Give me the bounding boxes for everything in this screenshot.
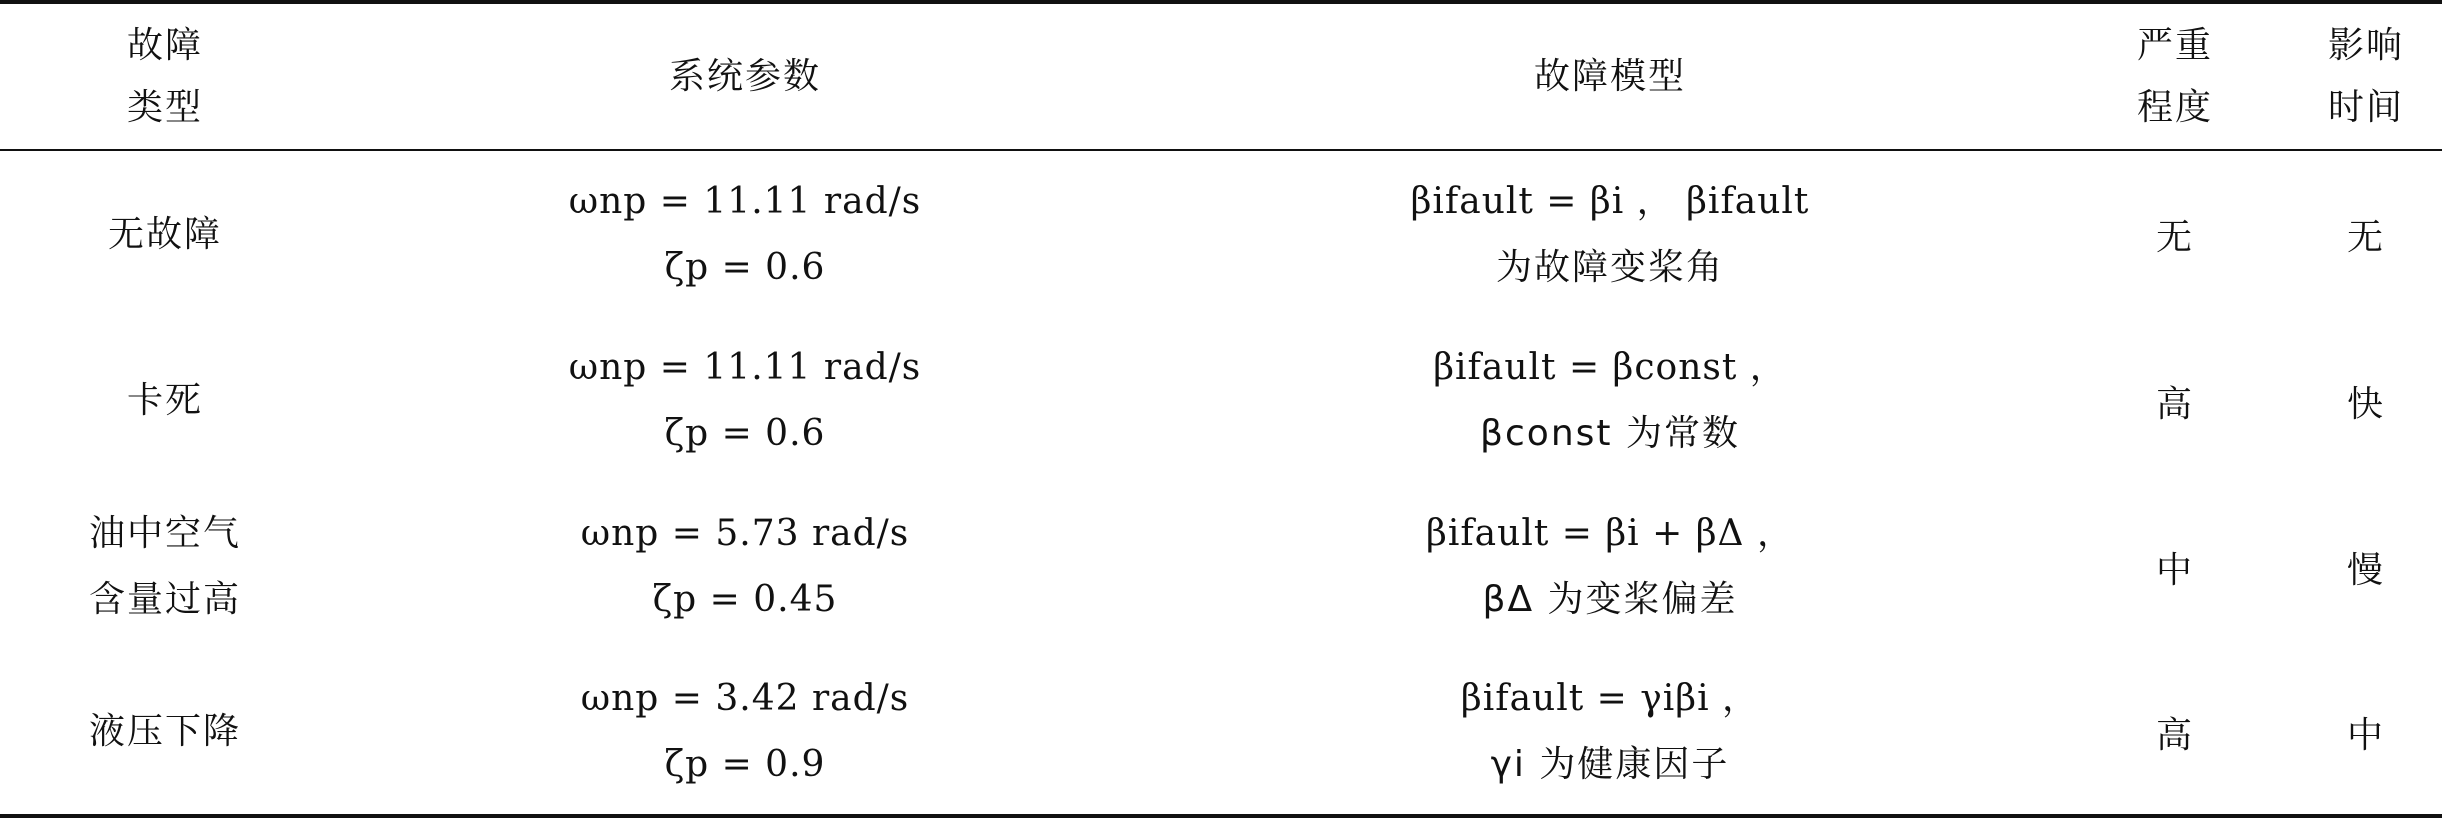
fault-type-line1: 无故障 bbox=[107, 213, 222, 255]
cell-system-params bbox=[330, 150, 1160, 318]
severity-value: 高 bbox=[2155, 714, 2194, 756]
param-omega: ωnp = 3.42 rad/s bbox=[580, 678, 910, 719]
header-row bbox=[0, 2, 2442, 150]
table-row bbox=[0, 150, 2442, 318]
model-equation: βifault = βi + βΔ ， bbox=[1426, 513, 1794, 554]
header-impact-time bbox=[2290, 2, 2442, 150]
cell-impact-time bbox=[2290, 150, 2442, 318]
cell-impact-time bbox=[2290, 318, 2442, 484]
header-impact-time-line1: 影响 bbox=[2327, 24, 2404, 66]
cell-severity bbox=[2060, 150, 2290, 318]
cell-fault-type bbox=[0, 484, 330, 650]
header-impact-time-line2: 时间 bbox=[2327, 86, 2404, 128]
table-row bbox=[0, 484, 2442, 650]
cell-fault-model bbox=[1160, 650, 2060, 816]
severity-value: 无 bbox=[2155, 217, 2194, 258]
model-description: γi 为健康因子 bbox=[1490, 744, 1730, 785]
header-fault-type-line1: 故障 bbox=[126, 24, 203, 66]
cell-severity bbox=[2060, 484, 2290, 650]
param-zeta: ζp = 0.6 bbox=[664, 413, 826, 454]
cell-fault-type bbox=[0, 650, 330, 816]
cell-fault-model bbox=[1160, 150, 2060, 318]
fault-type-line1: 油中空气 bbox=[88, 513, 241, 554]
impact-time-value: 慢 bbox=[2346, 549, 2385, 591]
model-equation: βifault = βconst ， bbox=[1433, 347, 1787, 388]
severity-value: 高 bbox=[2155, 383, 2194, 425]
model-equation: βifault = βi ， βifault bbox=[1410, 180, 1810, 222]
cell-fault-type bbox=[0, 318, 330, 484]
impact-time-value: 快 bbox=[2346, 383, 2385, 425]
cell-system-params bbox=[330, 484, 1160, 650]
header-system-params-label: 系统参数 bbox=[668, 55, 821, 97]
impact-time-value: 中 bbox=[2346, 714, 2385, 756]
header-severity bbox=[2060, 2, 2290, 150]
table-row bbox=[0, 650, 2442, 816]
cell-system-params bbox=[330, 318, 1160, 484]
impact-time-value: 无 bbox=[2346, 217, 2385, 258]
header-severity-line2: 程度 bbox=[2136, 86, 2213, 128]
table-body bbox=[0, 150, 2442, 816]
param-omega: ωnp = 11.11 rad/s bbox=[568, 347, 922, 388]
severity-value: 中 bbox=[2155, 549, 2194, 591]
fault-type-line1: 卡死 bbox=[126, 380, 203, 421]
cell-fault-model bbox=[1160, 484, 2060, 650]
cell-fault-type bbox=[0, 150, 330, 318]
header-severity-line1: 严重 bbox=[2136, 24, 2213, 66]
param-zeta: ζp = 0.45 bbox=[652, 579, 838, 620]
cell-fault-model bbox=[1160, 318, 2060, 484]
header-system-params bbox=[330, 2, 1160, 150]
param-omega: ωnp = 5.73 rad/s bbox=[580, 513, 910, 554]
fault-type-line1: 液压下降 bbox=[88, 711, 241, 752]
fault-type-line2: 含量过高 bbox=[88, 579, 241, 620]
header-fault-type bbox=[0, 2, 330, 150]
cell-impact-time bbox=[2290, 650, 2442, 816]
table-header bbox=[0, 2, 2442, 150]
table-row bbox=[0, 318, 2442, 484]
header-fault-model-label: 故障模型 bbox=[1533, 55, 1686, 97]
param-zeta: ζp = 0.9 bbox=[664, 744, 826, 785]
cell-impact-time bbox=[2290, 484, 2442, 650]
model-equation: βifault = γiβi ， bbox=[1460, 678, 1760, 719]
model-description: βΔ 为变桨偏差 bbox=[1482, 579, 1738, 620]
param-omega: ωnp = 11.11 rad/s bbox=[568, 180, 922, 222]
cell-severity bbox=[2060, 650, 2290, 816]
model-description: βconst 为常数 bbox=[1480, 413, 1740, 454]
param-zeta: ζp = 0.6 bbox=[664, 246, 826, 288]
model-description: 为故障变桨角 bbox=[1495, 246, 1724, 288]
header-fault-type-line2: 类型 bbox=[126, 86, 203, 128]
cell-system-params bbox=[330, 650, 1160, 816]
header-fault-model bbox=[1160, 2, 2060, 150]
cell-severity bbox=[2060, 318, 2290, 484]
